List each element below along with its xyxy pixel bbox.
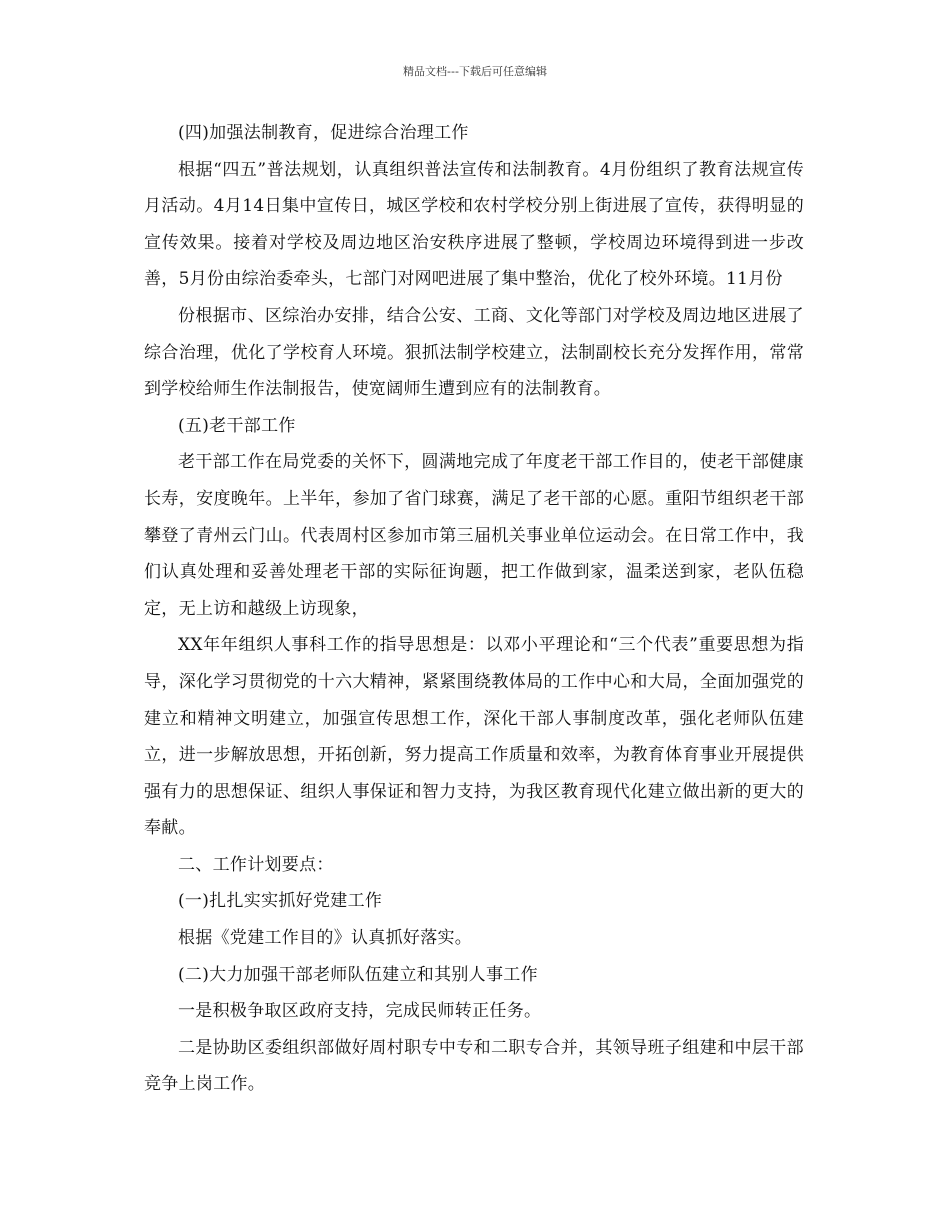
- page-header: 精品文档---下载后可任意编辑: [403, 65, 547, 78]
- document-body: [144, 115, 804, 1103]
- paragraph-teacher-regularization: 一是积极争取区政府支持，完成民师转正任务。: [178, 1001, 542, 1022]
- paragraph-legal-education: 根据“四五”普法规划，认真组织普法宣传和法制教育。4月份组织了教育法规宣传月活动。4月14日集中宣传日，城区学校和农村学校分别上街进展了宣传，获得明显的宣传效果。接着对学校及周边地区治安秩序进展了整顿，学校周边环境得到进一步改善，5月份由综治委牵头，七部门对网吧进展了集中整治，优化了校外环境。11月份: [144, 159, 804, 290]
- section-heading-legal-education: (四)加强法制教育，促进综合治理工作: [178, 123, 469, 143]
- section-heading-veteran-cadres: (五)老干部工作: [178, 415, 296, 436]
- paragraph-veteran-cadres: 老干部工作在局党委的关怀下，圆满地完成了年度老干部工作目的，使老干部健康长寿，安度晚年。上半年，参加了省门球赛，满足了老干部的心愿。重阳节组织老干部攀登了青州云门山。代表周村区参加市第三届机关事业单位运动会。在日常工作中，我们认真处理和妥善处理老干部的实际征询题，把工作做到家，温柔送到家，老队伍稳定，无上访和越级上访现象，: [144, 452, 804, 619]
- subheading-teacher-team: (二)大力加强干部老师队伍建立和其别人事工作: [178, 964, 538, 985]
- subheading-party-building: (一)扎扎实实抓好党建工作: [178, 891, 383, 912]
- paragraph-party-building: 根据《党建工作目的》认真抓好落实。: [178, 928, 473, 949]
- section-heading-work-plan: 二、工作计划要点：: [178, 854, 334, 875]
- paragraph-comprehensive-governance: 份根据市、区综治办安排，结合公安、工商、文化等部门对学校及周边地区进展了综合治理，优化了学校育人环境。狠抓法制学校建立，法制副校长充分发挥作用，常常到学校给师生作法制报告，使宽阔师生遭到应有的法制教育。: [144, 305, 804, 400]
- paragraph-school-merger: 二是协助区委组织部做好周村职专中专和二职专合并，其领导班子组建和中层干部竞争上岗工作。: [144, 1037, 804, 1095]
- paragraph-guiding-thought: XX年年组织人事科工作的指导思想是：以邓小平理论和“三个代表”重要思想为指导，深化学习贯彻党的十六大精神，紧紧围绕教体局的工作中心和大局，全面加强党的建立和精神文明建立，加强宣传思想工作，深化干部人事制度改革，强化老师队伍建立，进一步解放思想，开拓创新，努力提高工作质量和效率，为教育体育事业开展提供强有力的思想保证、组织人事保证和智力支持，为我区教育现代化建立做出新的更大的奉献。: [144, 635, 804, 839]
